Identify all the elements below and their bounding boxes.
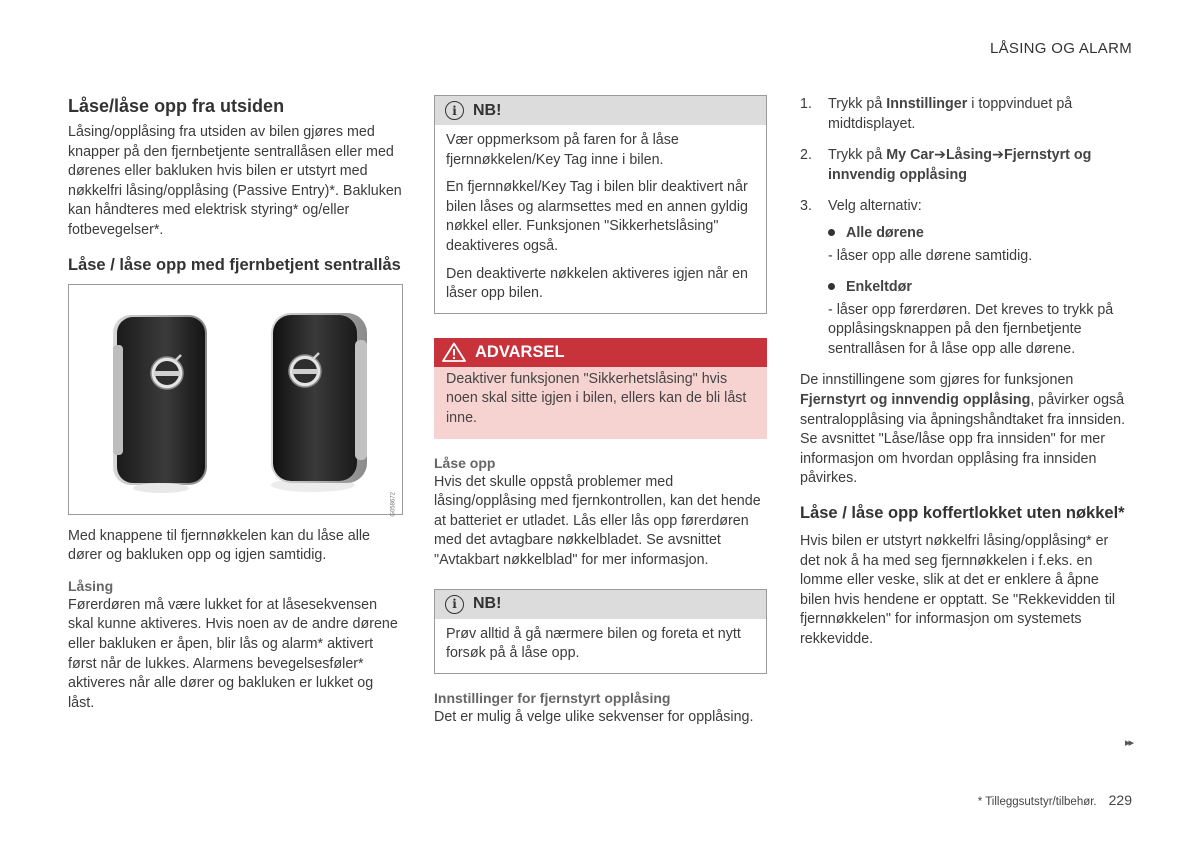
nb-box-2 (434, 589, 767, 674)
unlock-heading: Låse opp (434, 454, 496, 471)
nb-header (435, 590, 766, 619)
warning-box (434, 338, 767, 439)
column-left (68, 95, 403, 713)
step-number: 2. (800, 147, 812, 164)
footnote: * Tilleggsutstyr/tilbehør. (977, 796, 1097, 808)
info-icon: i (445, 595, 464, 614)
page-number: 229 (1108, 792, 1132, 808)
menu-ref-settings: Innstillinger (886, 96, 968, 112)
menu-ref-locking: Låsing (945, 147, 993, 164)
step-number: 3. (800, 198, 812, 215)
warning-title: ADVARSEL (475, 342, 565, 361)
nb-paragraph: Vær oppmerksom på faren for å låse fjernnøkkelen/Key Tag inne i bilen. (446, 132, 679, 168)
key-fob-illustration (69, 285, 402, 514)
intro-text: Låsing/opplåsing fra utsiden av bilen gjøres med knapper på den fjernbetjente sentrallåsen eller med dørenes eller bakluken hvis bilen er utstyrt med nøkkelfri låsing/opplåsing (Passive Entry)*. Bakluken kan håndteres med elektrisk styring* og/eller fotbevegelser*. (68, 124, 402, 238)
nb-paragraph: En fjernnøkkel/Key Tag i bilen blir deaktivert når bilen låses og alarmsettes med en annen gyldig nøkkel eller. Funksjonen "Sikkerhetslåsing" deaktiveres også. (446, 179, 749, 254)
step-text (828, 95, 1132, 134)
step-text-part: Trykk på (828, 96, 887, 112)
arrow-right-icon: ➔ (992, 147, 1004, 164)
step-text-part: Trykk på (828, 147, 887, 164)
option-all-doors (828, 225, 1132, 241)
locking-heading: Låsing (68, 577, 114, 594)
unlock-text: Hvis det skulle oppstå problemer med låsing/opplåsing med fjernkontrollen, kan det hende at batteriet er utladet. Lås eller lås opp førerdøren med det avtagbare nøkkelbladet. Se avsnittet "Avtakbart nøkkelblad" for mer informasjon. (434, 473, 761, 568)
text-part: De innstillingene som gjøres for funksjonen (800, 372, 1074, 389)
step-text-part: i toppvinduet på midtdisplayet. (828, 96, 1073, 132)
nb-title: NB! (473, 595, 502, 612)
nb-box-1 (434, 95, 767, 314)
step-number: 1. (800, 96, 812, 112)
nb-body (435, 125, 766, 313)
option-single-door (828, 279, 1132, 295)
option-description: - låser opp førerdøren. Det kreves to trykk på opplåsingsknappen på den fjernbetjente sentrallåsen for å låse opp alle dørene. (828, 301, 1114, 357)
boot-heading: Låse / låse opp koffertlokket uten nøkkel* (800, 503, 1125, 522)
bullet-icon (828, 229, 835, 236)
heading-lock-from-outside: Låse/låse opp fra utsiden (68, 96, 285, 116)
subheading-remote-lock: Låse / låse opp med fjernbetjent sentrallås (68, 255, 401, 274)
warning-triangle-icon (442, 342, 466, 362)
menu-ref-mycar: My Car (886, 147, 934, 164)
option-label: Enkeltdør (846, 278, 912, 295)
step-1 (800, 95, 1132, 134)
step-text (828, 146, 1132, 185)
key-fob-left (113, 315, 207, 493)
column-middle (434, 95, 767, 727)
text-part: , påvirker også sentralopplåsing via åpningshåndtaket fra innsiden. Se avsnittet "Låse/låse opp fra innsiden" for mer informasjon om hvordan opplåsing fra innsiden påvirkes. (800, 391, 1126, 487)
warning-header (434, 338, 767, 367)
warning-text: Deaktiver funksjonen "Sikkerhetslåsing" hvis noen skal sitte igjen i bilen, ellers kan de bli låst inne. (446, 370, 747, 426)
boot-text: Hvis bilen er utstyrt nøkkelfri låsing/opplåsing* er det nok å ha med seg fjernnøkkelen i f.eks. en lomme eller veske, slik at det er enklere å åpne bilen hvis hendene er opptatt. Se "Rekkevidden til fjernnøkkelen" for informasjon om systemets rekkevidde. (800, 532, 1116, 647)
menu-ref-remote-unlock: Fjernstyrt og innvendig opplåsing (828, 147, 1092, 183)
nb-header (435, 96, 766, 125)
menu-ref-remote-unlock: Fjernstyrt og innvendig opplåsing (800, 391, 1031, 408)
next-page-icon: ▸▸ (1124, 737, 1132, 749)
settings-heading: Innstillinger for fjernstyrt opplåsing (434, 689, 671, 706)
option-description: - låser opp alle dørene samtidig. (828, 247, 1033, 264)
figure-code: G058672 (391, 491, 397, 517)
step-text: Velg alternativ: (828, 198, 922, 215)
locking-text: Førerdøren må være lukket for at låsesekvensen skal kunne aktiveres. Hvis noen av de andre dørene eller bakluken er åpen, blir lås og alarm* aktivert først når de lukkes. Alarmens bevegelsesføler* aktiveres når alle dører og bakluken er lukket og låst. (68, 596, 398, 711)
page-footer (978, 792, 1132, 808)
settings-effect-text (800, 371, 1132, 489)
option-label: Alle dørene (846, 224, 924, 241)
step-3 (800, 197, 1132, 217)
nb-paragraph: Den deaktiverte nøkkelen aktiveres igjen når en låser opp bilen. (446, 265, 748, 302)
warning-body (434, 367, 767, 439)
arrow-right-icon: ➔ (933, 147, 946, 164)
section-title: LÅSING OG ALARM (989, 40, 1132, 57)
nb-title: NB! (473, 101, 502, 119)
column-right (800, 95, 1132, 649)
settings-text: Det er mulig å velge ulike sekvenser for opplåsing. (434, 708, 754, 725)
key-fob-right (271, 313, 367, 492)
bullet-icon (828, 283, 835, 290)
key-fob-figure (68, 284, 403, 515)
figure-caption: Med knappene til fjernnøkkelen kan du låse alle dører og bakluken opp og igjen samtidig. (68, 527, 371, 564)
nb-body (435, 619, 766, 673)
nb-paragraph: Prøv alltid å gå nærmere bilen og foreta et nytt forsøk på å låse opp. (446, 625, 741, 662)
step-2 (800, 146, 1132, 185)
info-icon: i (445, 101, 464, 120)
